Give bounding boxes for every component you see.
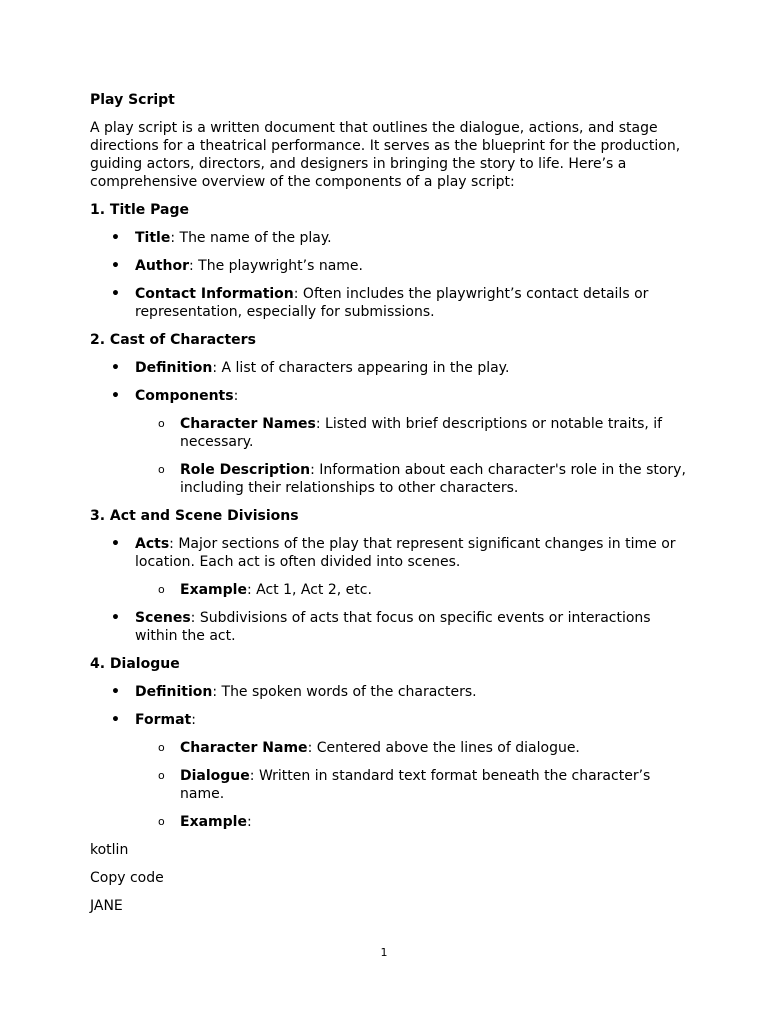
item-term: Character Name: [180, 740, 308, 756]
sub-list: [135, 739, 690, 831]
item-term: Example: [180, 582, 247, 598]
item-term: Scenes: [135, 610, 191, 626]
list-item: [90, 257, 690, 275]
intro-paragraph: A play script is a written document that outlines the dialogue, actions, and stage directions for a theatrical performance. It serves as the blueprint for the production, guiding actors, directors, and designers in bringing the story to life. Here’s a comprehensive overview of the components of a play script:: [90, 120, 681, 190]
item-text: :: [246, 814, 252, 830]
sub-list-item: [135, 739, 690, 757]
sub-list: [135, 415, 690, 497]
item-term: Example: [180, 814, 247, 830]
item-term: Role Description: [180, 462, 311, 478]
item-text: : Information about each character's role in the story, including their relationships to other characters.: [180, 462, 686, 496]
item-text: : Act 1, Act 2, etc.: [246, 582, 372, 598]
item-text: : The playwright’s name.: [188, 258, 363, 274]
list-item: [90, 229, 690, 247]
sub-list-item: [135, 461, 690, 497]
document-title: Play Script: [90, 92, 175, 108]
bullet-list: [90, 683, 690, 831]
section-heading-cast: 2. Cast of Characters: [90, 332, 256, 348]
document-body: [90, 91, 690, 925]
item-text: :: [233, 388, 239, 404]
item-text: : A list of characters appearing in the play.: [212, 360, 510, 376]
example-character-name: JANE: [90, 898, 123, 914]
item-term: Title: [135, 230, 171, 246]
item-text: : Major sections of the play that represent significant changes in time or location. Each act is often divided into scenes.: [135, 536, 676, 570]
item-term: Character Names: [180, 416, 316, 432]
list-item: [90, 535, 690, 599]
sub-list-item: [135, 415, 690, 451]
list-item: [90, 711, 690, 831]
item-term: Format: [135, 712, 192, 728]
item-term: Components: [135, 388, 234, 404]
item-term: Author: [135, 258, 189, 274]
sub-list: [135, 581, 690, 599]
bullet-list: [90, 359, 690, 497]
sub-list-item: [135, 581, 690, 599]
section-heading-acts-scenes: 3. Act and Scene Divisions: [90, 508, 299, 524]
section-heading-dialogue: 4. Dialogue: [90, 656, 180, 672]
item-text: : Written in standard text format beneath the character’s name.: [180, 768, 651, 802]
item-text: : Subdivisions of acts that focus on specific events or interactions within the act.: [135, 610, 651, 644]
item-text: : The name of the play.: [170, 230, 332, 246]
bullet-list: [90, 535, 690, 645]
list-item: [90, 387, 690, 497]
item-text: : Often includes the playwright’s contact details or representation, especially for submissions.: [135, 286, 649, 320]
item-term: Acts: [135, 536, 170, 552]
item-term: Dialogue: [180, 768, 250, 784]
list-item: [90, 609, 690, 645]
item-term: Contact Information: [135, 286, 294, 302]
section-heading-title-page: 1. Title Page: [90, 202, 189, 218]
item-term: Definition: [135, 360, 213, 376]
sub-list-item: [135, 767, 690, 803]
copy-code-label: Copy code: [90, 870, 164, 886]
item-text: : Centered above the lines of dialogue.: [307, 740, 580, 756]
list-item: [90, 285, 690, 321]
bullet-list: [90, 229, 690, 321]
code-language-label: kotlin: [90, 842, 129, 858]
item-text: : The spoken words of the characters.: [212, 684, 477, 700]
list-item: [90, 683, 690, 701]
page-number: 1: [380, 946, 388, 959]
item-text: :: [191, 712, 196, 728]
sub-list-item: [135, 813, 690, 831]
item-term: Definition: [135, 684, 213, 700]
item-text: : Listed with brief descriptions or notable traits, if necessary.: [180, 416, 663, 450]
list-item: [90, 359, 690, 377]
